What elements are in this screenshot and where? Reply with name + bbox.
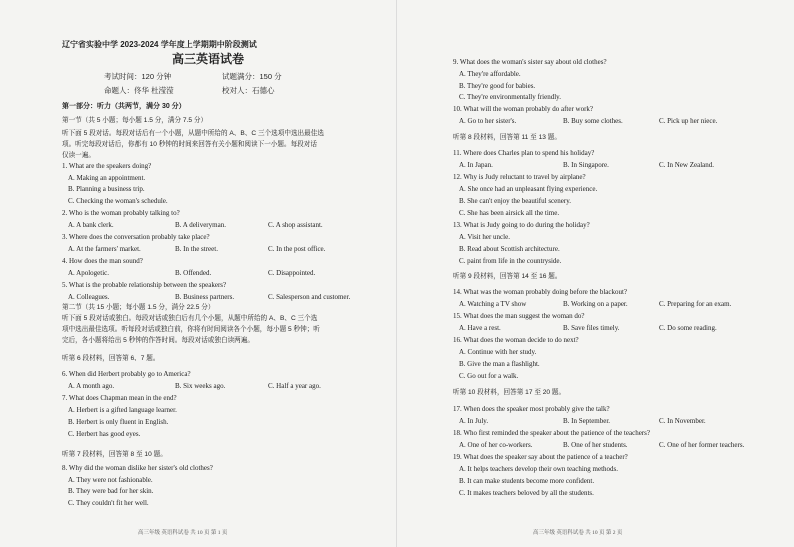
question-stem: 10. What will the woman probably do after work? <box>453 105 594 113</box>
instruction-line: 听下面 5 段对话或独白。每段对话或独白后有几个小题，从题中所给的 A、B、C 三个选 <box>62 315 318 322</box>
option: A. They were not fashionable. <box>68 476 153 484</box>
option: B. She can't enjoy the beautiful scenery. <box>459 197 571 205</box>
option: B. They're good for babies. <box>459 82 536 90</box>
option: A. Continue with her study. <box>459 348 537 356</box>
option: B. Working on a paper. <box>563 300 628 308</box>
question-stem: 6. When did Herbert probably go to America? <box>62 370 191 378</box>
option: A. A month ago. <box>68 382 115 390</box>
option: C. Herbert has good eyes. <box>68 430 141 438</box>
question-stem: 14. What was the woman probably doing before the blackout? <box>453 288 628 296</box>
option: A. Have a rest. <box>459 324 501 332</box>
option: C. One of her former teachers. <box>659 441 745 449</box>
option: C. A shop assistant. <box>268 221 323 229</box>
instruction-line: 完后，各小题将给出 5 秒钟的作答时间。每段对话或独白读两遍。 <box>62 337 254 344</box>
option: C. Pick up her niece. <box>659 117 718 125</box>
option: C. paint from life in the countryside. <box>459 257 562 265</box>
option: A. Visit her uncle. <box>459 233 510 241</box>
exam-checker: 校对人：石德心 <box>222 86 275 95</box>
part-heading: 第一部分：听力（共两节，满分 30 分） <box>62 103 186 110</box>
option: B. In Singapore. <box>563 161 609 169</box>
option: C. It makes teachers beloved by all the students. <box>459 489 594 497</box>
question-stem: 9. What does the woman's sister say about old clothes? <box>453 58 607 66</box>
question-stem: 8. Why did the woman dislike her sister's old clothes? <box>62 464 213 472</box>
material-heading: 听第 7 段材料，回答第 8 至 10 题。 <box>62 451 167 458</box>
option: A. She once had an unpleasant flying experience. <box>459 185 598 193</box>
option: C. Disappointed. <box>268 269 316 277</box>
option: B. Business partners. <box>175 293 235 301</box>
exam-time: 考试时间：120 分钟 <box>104 72 172 81</box>
option: C. Checking the woman's schedule. <box>68 197 168 205</box>
page-footer: 高三年级 英语科试卷 共 10 页 第 2 页 <box>533 530 623 536</box>
option: A. Apologetic. <box>68 269 110 277</box>
option: A. Watching a TV show <box>459 300 527 308</box>
option: A. Making an appointment. <box>68 174 146 182</box>
question-stem: 15. What does the man suggest the woman do? <box>453 312 585 320</box>
option: A. In Japan. <box>459 161 493 169</box>
material-heading: 听第 8 段材料，回答第 11 至 13 题。 <box>453 134 561 141</box>
question-stem: 19. What does the speaker say about the patience of a teacher? <box>453 453 628 461</box>
option: C. Salesperson and customer. <box>268 293 351 301</box>
option: B. Planning a business trip. <box>68 185 145 193</box>
option: C. Do some reading. <box>659 324 717 332</box>
option: A. They're affordable. <box>459 70 521 78</box>
question-stem: 7. What does Chapman mean in the end? <box>62 394 177 402</box>
question-stem: 16. What does the woman decide to do next? <box>453 336 579 344</box>
question-stem: 3. Where does the conversation probably take place? <box>62 233 210 241</box>
question-stem: 2. Who is the woman probably talking to? <box>62 209 180 217</box>
option: B. Read about Scottish architecture. <box>459 245 560 253</box>
option: B. Give the man a flashlight. <box>459 360 540 368</box>
option: C. Go out for a walk. <box>459 372 519 380</box>
option: B. Six weeks ago. <box>175 382 226 390</box>
material-heading: 听第 9 段材料，回答第 14 至 16 题。 <box>453 273 562 280</box>
option: C. In New Zealand. <box>659 161 715 169</box>
question-stem: 5. What is the probable relationship between the speakers? <box>62 281 227 289</box>
option: A. At the farmers' market. <box>68 245 141 253</box>
option: B. Herbert is only fluent in English. <box>68 418 169 426</box>
page-footer: 高三年级 英语科试卷 共 10 页 第 1 页 <box>138 530 228 536</box>
option: B. Offended. <box>175 269 212 277</box>
exam-setter: 命题人：佟华 杜滢滢 <box>104 86 174 95</box>
option: B. One of her students. <box>563 441 628 449</box>
exam-title: 辽宁省实验中学 2023-2024 学年度上学期期中阶段测试 <box>62 40 257 49</box>
question-stem: 17. When does the speaker most probably give the talk? <box>453 405 610 413</box>
section-heading: 第二节（共 15 小题；每小题 1.5 分，满分 22.5 分） <box>62 304 215 311</box>
question-stem: 4. How does the man sound? <box>62 257 143 265</box>
option: C. Half a year ago. <box>268 382 321 390</box>
exam-score: 试题满分：150 分 <box>222 72 282 81</box>
option: B. A deliveryman. <box>175 221 226 229</box>
option: C. Preparing for an exam. <box>659 300 732 308</box>
question-stem: 1. What are the speakers doing? <box>62 162 152 170</box>
question-stem: 11. Where does Charles plan to spend his holiday? <box>453 149 595 157</box>
instruction-line: 听下面 5 段对话。每段对话后有一个小题，从题中所给的 A、B、C 三个选项中选出最佳选 <box>62 130 324 137</box>
option: C. She has been airsick all the time. <box>459 209 560 217</box>
exam-subtitle: 高三英语试卷 <box>172 52 245 66</box>
option: A. Go to her sister's. <box>459 117 517 125</box>
question-stem: 13. What is Judy going to do during the holiday? <box>453 221 590 229</box>
option: C. They couldn't fit her well. <box>68 499 149 507</box>
option: C. In the post office. <box>268 245 326 253</box>
option: A. In July. <box>459 417 489 425</box>
instruction-line: 项。听完每段对话后，你都有 10 秒钟的时间来回答有关小题和阅读下一小题。每段对话 <box>62 141 317 148</box>
option: C. In November. <box>659 417 706 425</box>
question-stem: 18. Who first reminded the speaker about the patience of the teachers? <box>453 429 650 437</box>
option: B. Buy some clothes. <box>563 117 623 125</box>
option: A. Herbert is a gifted language learner. <box>68 406 177 414</box>
material-heading: 听第 6 段材料，回答第 6、7 题。 <box>62 355 160 362</box>
option: A. It helps teachers develop their own teaching methods. <box>459 465 619 473</box>
material-heading: 听第 10 段材料，回答第 17 至 20 题。 <box>453 389 566 396</box>
option: A. A bank clerk. <box>68 221 114 229</box>
option: B. Save files timely. <box>563 324 620 332</box>
option: B. It can make students become more confident. <box>459 477 595 485</box>
instruction-line: 仅读一遍。 <box>62 152 95 159</box>
option: A. Colleagues. <box>68 293 110 301</box>
option: B. In September. <box>563 417 611 425</box>
option: B. They were bad for her skin. <box>68 487 154 495</box>
exam-page-right <box>397 0 794 547</box>
section-heading: 第一节（共 5 小题；每小题 1.5 分，满分 7.5 分） <box>62 117 208 124</box>
option: A. One of her co-workers. <box>459 441 533 449</box>
question-stem: 12. Why is Judy reluctant to travel by airplane? <box>453 173 586 181</box>
option: B. In the street. <box>175 245 218 253</box>
instruction-line: 项中选出最佳选项。听每段对话或独白前，你将有时间阅读各个小题，每小题 5 秒钟；听 <box>62 326 320 333</box>
option: C. They're environmentally friendly. <box>459 93 561 101</box>
